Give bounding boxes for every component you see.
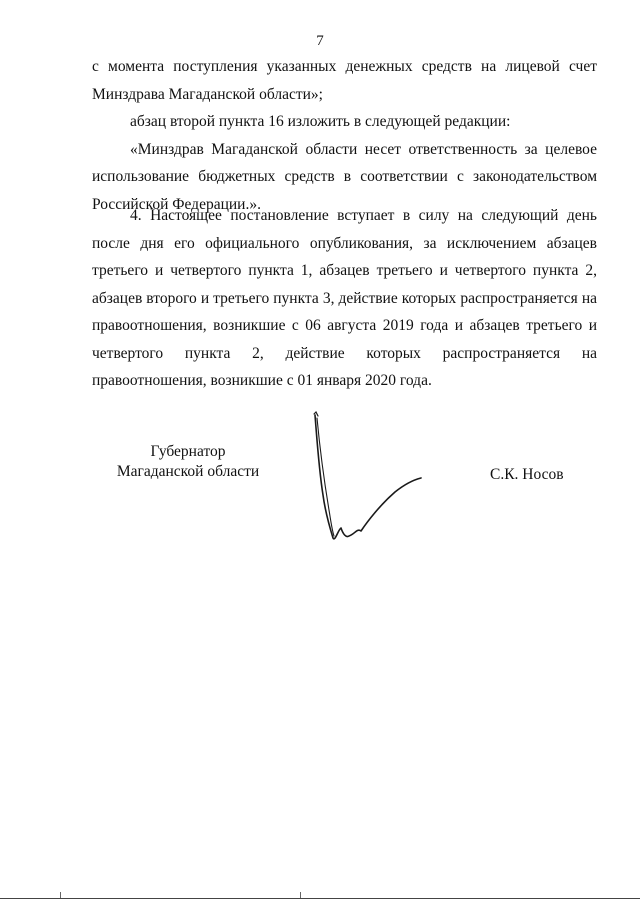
page-number: 7 xyxy=(316,33,324,49)
footer-rule xyxy=(0,898,640,899)
paragraph-continuation: с момента поступления указанных денежных средств на лицевой счет Минздрава Магаданской области»; xyxy=(92,58,597,103)
paragraph-effective-date: 4. Настоящее постановление вступает в силу на следующий день после дня его официального опубликования, за исключением абзацев третьего и четвертого пункта 1, абзацев третьего и четвертого пункта 2, абзацев второго и третьего пункта 3, действие которых распространяется на правоотношения, возникшие с 06 августа 2019 года и абзацев третьего и четвертого пункта 2, действие которых распространяется на правоотношения, возникшие с 01 января 2020 года. xyxy=(92,207,597,389)
top-text-block xyxy=(92,53,597,218)
footer-tick xyxy=(300,892,301,898)
signer-title-line1: Губернатор xyxy=(150,443,226,460)
signer-title-line2: Магаданской области xyxy=(116,463,260,480)
handwritten-signature xyxy=(305,410,430,555)
signer-title xyxy=(88,442,288,482)
paragraph-amendment-text: «Минздрав Магаданской области несет ответственность за целевое использование бюджетных средств в соответствии с законодательством Российской Федерации.». xyxy=(92,140,597,213)
signer-name: С.К. Носов xyxy=(490,466,564,483)
paragraph-amendment-intro: абзац второй пункта 16 изложить в следующей редакции: xyxy=(130,113,511,130)
main-text-block xyxy=(92,202,597,395)
footer-tick xyxy=(60,892,61,898)
